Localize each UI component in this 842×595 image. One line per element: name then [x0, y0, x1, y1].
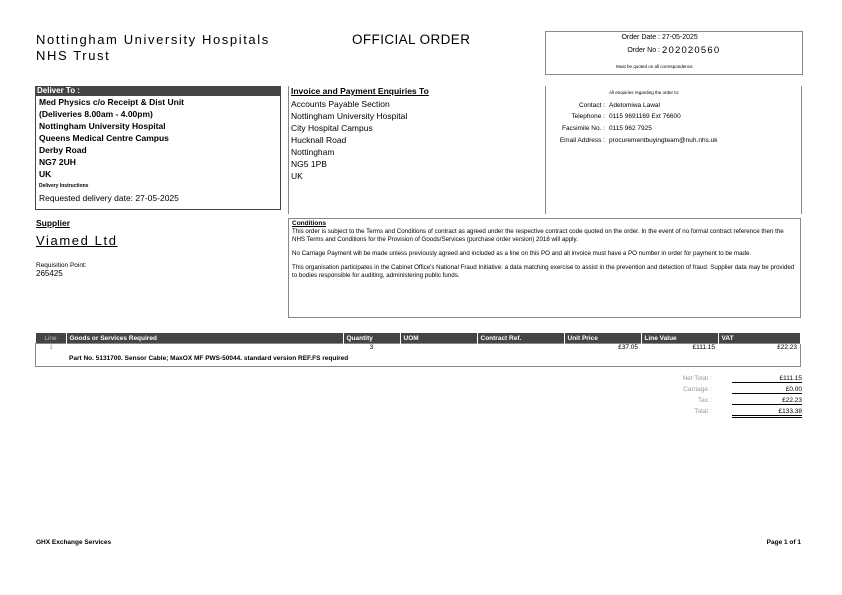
fax-label: Facsimile No. : — [562, 125, 605, 132]
col-contract-ref: Contract Ref. — [477, 333, 564, 344]
delivery-instructions-label: Delivery Instructions — [39, 183, 89, 189]
deliver-line: NG7 2UH — [39, 157, 76, 167]
tax-value: £22.23 — [732, 397, 802, 405]
contact-label: Contact : — [578, 102, 605, 109]
page-number: Page 1 of 1 — [766, 539, 801, 546]
telephone-label: Telephone : — [571, 113, 605, 120]
invoice-line: City Hospital Campus — [291, 123, 373, 133]
trust-name — [36, 32, 270, 64]
invoice-line: Accounts Payable Section — [291, 99, 390, 109]
row-vat: £22.23 — [718, 344, 801, 356]
order-date-label: Order Date : — [621, 34, 660, 41]
row-contract — [477, 344, 564, 356]
net-total-value: £111.15 — [732, 375, 802, 383]
deliver-line: UK — [39, 169, 52, 179]
row-quantity: 3 — [343, 344, 400, 356]
invoice-line: NG5 1PB — [291, 159, 327, 169]
conditions-box — [288, 218, 801, 318]
conditions-heading: Conditions — [292, 220, 326, 227]
invoice-line: Hucknall Road — [291, 135, 347, 145]
invoice-line: UK — [291, 171, 303, 181]
requisition-point-value: 265425 — [36, 269, 63, 278]
col-line: Line — [36, 333, 67, 344]
total-label: Total — [694, 408, 708, 415]
col-unit-price: Unit Price — [564, 333, 641, 344]
table-row — [36, 344, 801, 356]
row-goods — [66, 344, 343, 356]
deliver-line: (Deliveries 8.00am - 4.00pm) — [39, 109, 153, 119]
carriage-value: £0.00 — [732, 386, 802, 394]
trust-name-line1: Nottingham University Hospitals — [36, 32, 270, 47]
carriage-label: Carriage — [683, 386, 708, 393]
col-quantity: Quantity — [343, 333, 400, 344]
trust-name-line2: NHS Trust — [36, 48, 111, 63]
conditions-paragraph: This order is subject to the Terms and Conditions of contract as agreed under the respective contract code quoted on the order. In the event of no formal contract reference then the NHS Terms and Conditions for the Provision of Goods/Services (purchase order version) 2018 will apply. — [292, 228, 784, 243]
conditions-paragraph: This organisation participates in the Cabinet Office's National Fraud Initiative: a data matching exercise to assist in the prevention and detection of fraud. Supplier data may be provided to bodies responsible for auditing, administering public funds. — [292, 264, 795, 279]
contact-box — [545, 86, 802, 214]
row-unit-price: £37.05 — [564, 344, 641, 356]
document-title: OFFICIAL ORDER — [352, 32, 471, 47]
deliver-to-heading: Deliver To : — [35, 86, 281, 95]
supplier-label: Supplier — [36, 218, 71, 228]
deliver-line: Med Physics c/o Receipt & Dist Unit — [39, 97, 185, 107]
conditions-paragraph: No Carriage Payment will be made unless previously agreed and included as a line on this PO and all invoice must have a PO number in order for payment to be made. — [292, 250, 752, 257]
row-line-value: £111.15 — [641, 344, 718, 356]
quote-note: Must be quoted on all correspondence. — [616, 64, 694, 69]
net-total-label: Net Total — [682, 375, 708, 382]
col-vat: VAT — [718, 333, 801, 344]
row-part-detail: Part No. 5131700. Sensor Cable; MaxOX MF PWS-50044. standard version REF.FS required — [66, 355, 801, 367]
fax-value: 0115 962 7925 — [609, 125, 652, 132]
contact-value: Adetomiwa Lawal — [609, 102, 660, 109]
order-date-value: 27-05-2025 — [662, 34, 698, 41]
tax-label: Tax — [697, 397, 708, 404]
table-row-detail — [36, 355, 801, 367]
deliver-line: Queens Medical Centre Campus — [39, 133, 169, 143]
footer-provider: GHX Exchange Services — [36, 539, 112, 546]
col-line-value: Line Value — [641, 333, 718, 344]
requested-delivery-date: Requested delivery date: 27-05-2025 — [39, 193, 179, 203]
enquiries-note: All enquiries regarding the order to: — [609, 90, 680, 95]
order-items-table — [35, 333, 801, 367]
invoice-line: Nottingham — [291, 147, 335, 157]
telephone-value: 0115 9691169 Ext 76600 — [609, 113, 681, 120]
email-label: Email Address : — [559, 137, 605, 144]
invoice-heading: Invoice and Payment Enquiries To — [291, 86, 429, 96]
requisition-point-label: Requisition Point: — [36, 262, 87, 269]
col-uom: UOM — [400, 333, 477, 344]
col-goods: Goods or Services Required — [66, 333, 343, 344]
order-no-value: 202020560 — [662, 45, 721, 56]
total-value: £133.38 — [732, 408, 802, 418]
deliver-line: Nottingham University Hospital — [39, 121, 166, 131]
deliver-line: Derby Road — [39, 145, 87, 155]
order-info-box — [545, 31, 803, 75]
invoice-line: Nottingham University Hospital — [291, 111, 408, 121]
row-uom — [400, 344, 477, 356]
email-value: procurementbuyingteam@nuh.nhs.uk — [609, 137, 718, 144]
order-no-label: Order No : — [627, 47, 660, 54]
table-header-row — [36, 333, 801, 344]
invoice-enquiries-box — [288, 86, 546, 214]
deliver-to-box — [35, 95, 281, 210]
row-line: 1 — [36, 344, 67, 356]
supplier-name: Viamed Ltd — [36, 233, 118, 248]
